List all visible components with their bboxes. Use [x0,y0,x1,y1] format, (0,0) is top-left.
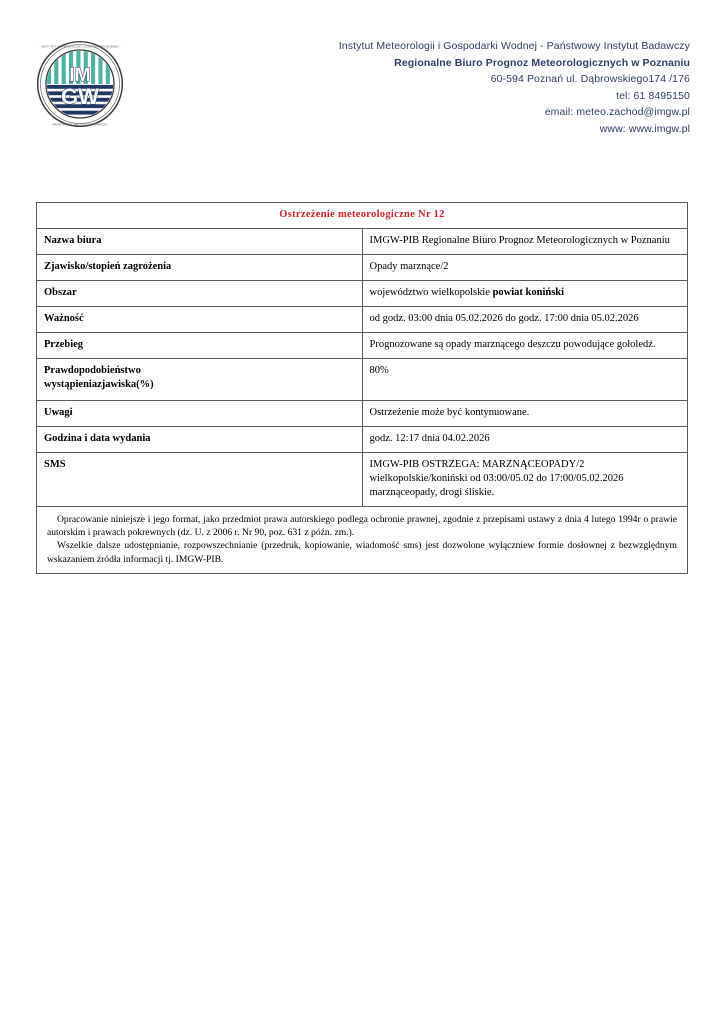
value-uwagi: Ostrzeżenie może być kontynuowane. [362,401,688,427]
table-row [37,281,688,307]
value-zjawisko: Opady marznące/2 [362,255,688,281]
label-sms: SMS [37,453,363,507]
label-zjawisko: Zjawisko/stopień zagrożenia [37,255,363,281]
value-prawdopodobienstwo: 80% [362,359,688,401]
value-sms: IMGW-PIB OSTRZEGA: MARZNĄCEOPADY/2 wielkopolskie/koniński od 03:00/05.02 do 17:00/05.02.2026 marznąceopady, drogi śliskie. [362,453,688,507]
institute-name: Instytut Meteorologii i Gospodarki Wodnej - Państwowy Instytut Badawczy [338,40,690,52]
email: email: meteo.zachod@imgw.pl [544,106,690,118]
table-row [37,255,688,281]
address: 60-594 Poznań ul. Dąbrowskiego174 /176 [490,73,690,85]
prawdopodobienstwo-line2: wystąpieniazjawiska(%) [44,379,154,390]
prawdopodobienstwo-line1: Prawdopodobieństwo [44,365,141,376]
logo-text-gw: GW [60,84,100,110]
label-obszar: Obszar [37,281,363,307]
value-godzina-data: godz. 12:17 dnia 04.02.2026 [362,427,688,453]
value-przebieg: Prognozowane są opady marznącego deszczu powodujące gołoledź. [362,333,688,359]
header-contact-block [138,36,690,137]
copyright-notice [36,507,688,574]
value-obszar [362,281,688,307]
label-przebieg: Przebieg [37,333,363,359]
warning-title: Ostrzeżenie meteorologiczne Nr 12 [37,203,688,229]
label-godzina-data: Godzina i data wydania [37,427,363,453]
warning-table [36,202,688,507]
label-nazwa-biura: Nazwa biura [37,229,363,255]
page-header [0,0,724,135]
label-prawdopodobienstwo [37,359,363,401]
value-nazwa-biura: IMGW-PIB Regionalne Biuro Prognoz Meteorologicznych w Poznaniu [362,229,688,255]
table-row [37,307,688,333]
website: www: www.imgw.pl [599,122,690,135]
label-uwagi: Uwagi [37,401,363,427]
copyright-paragraph-2: Wszelkie dalsze udostępnianie, rozpowszechnianie (przedruk, kopiowanie, wiadomość sms) jest dozwolone wyłączniew formie dosłownej z bezwzględnym wskazaniem źródła informacji tj. IMGW-PIB. [47,540,677,565]
logo-text-im: IM [69,65,91,87]
copyright-paragraph-1: Opracowanie niniejsze i jego format, jako przedmiot prawa autorskiego podlega ochronie prawnej, zgodnie z przepisami ustawy z dnia 4 lutego 1994r o prawie autorskim i prawach pokrewnych (dz. U. z 2006 r. Nr 90, poz. 631 z późn. zm.). [47,514,677,539]
logo-seal-text-bottom: PAŃSTWOWY INSTYTUT BADAWCZY [52,122,108,127]
imgw-logo [34,38,126,130]
logo-container [34,36,138,130]
table-row [37,427,688,453]
value-waznosc: od godz. 03:00 dnia 05.02.2026 do godz. 17:00 dnia 05.02.2026 [362,307,688,333]
logo-seal-text-top: · INSTYTUT METEOROLOGII I GOSPODARKI WODNEJ · [39,44,121,49]
table-row [37,359,688,401]
table-row-title [37,203,688,229]
obszar-region: województwo wielkopolskie [369,287,493,298]
table-row [37,229,688,255]
table-row [37,333,688,359]
office-name: Regionalne Biuro Prognoz Meteorologicznych w Poznaniu [394,56,690,69]
table-row [37,401,688,427]
obszar-county: powiat koniński [492,287,565,298]
table-row [37,453,688,507]
warning-document [36,202,688,574]
phone: tel: 61 8495150 [616,89,690,102]
label-waznosc: Ważność [37,307,363,333]
